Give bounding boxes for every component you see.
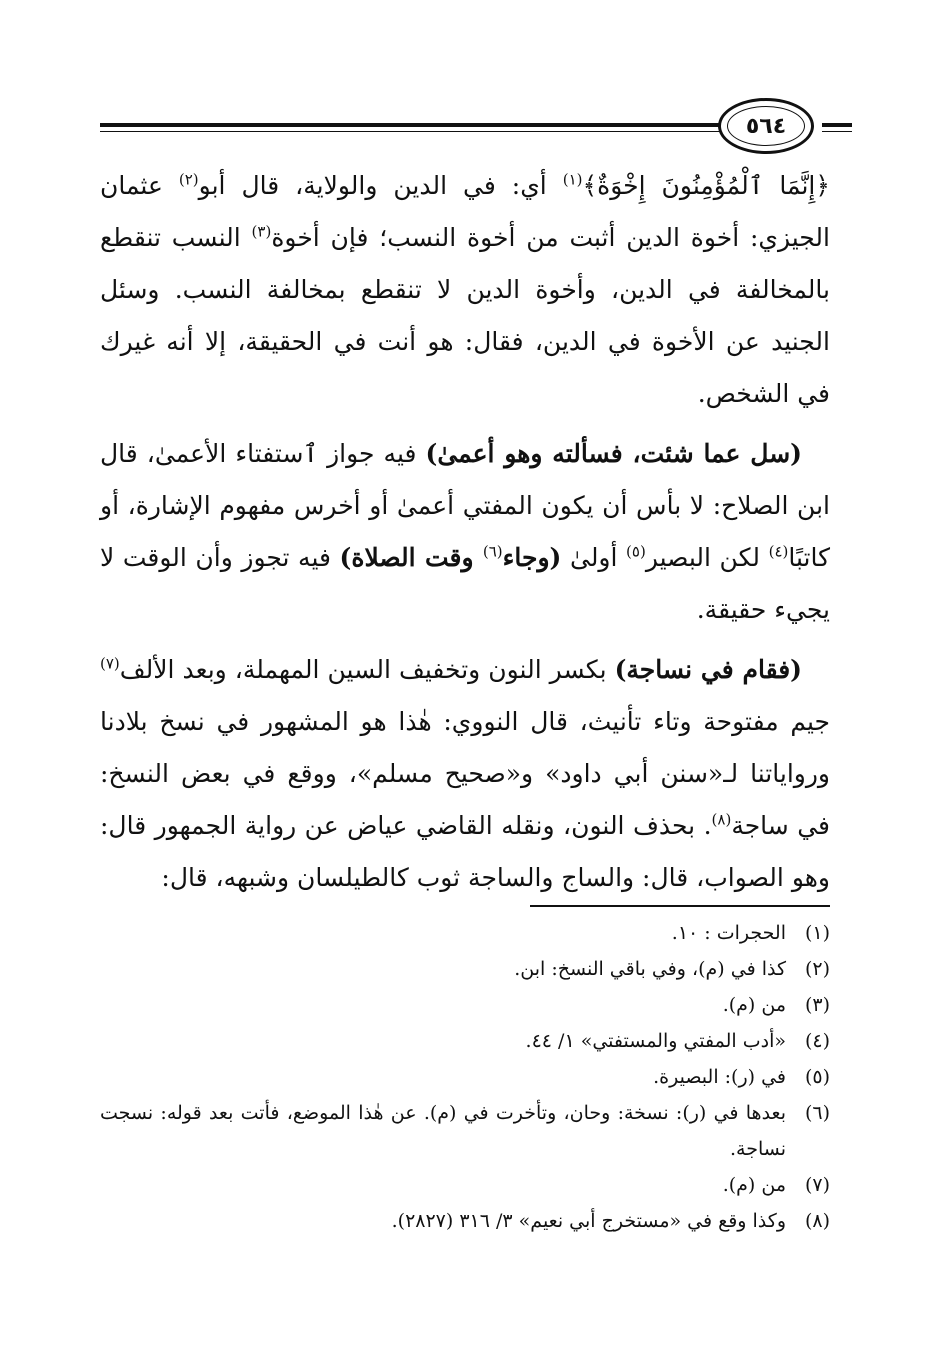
- footnote-item: [100, 1059, 830, 1095]
- footnote-number: (١): [804, 922, 830, 944]
- text-run: بكسر النون وتخفيف السين المهملة، وبعد الألف: [119, 655, 615, 684]
- footnote-text: بعدها في (ر): نسخة: وحان، وتأخرت في (م). عن هٰذا الموضع، فأتت بعد قوله: نسجت نساجة.: [100, 1102, 786, 1160]
- header-rule-thick: [100, 123, 740, 127]
- text-run: فيه تجوز وأن الوقت لا يجيء حقيقة.: [100, 543, 830, 624]
- footnote-ref: (٣): [251, 222, 272, 241]
- paragraph: [100, 428, 830, 636]
- footnote-item: [100, 915, 830, 951]
- text-run: عثمان الجيزي: أخوة الدين أثبت من أخوة النسب؛ فإن أخوة: [100, 171, 830, 252]
- header-rule-right-thick: [822, 123, 852, 127]
- footnote-ref: (٨): [711, 810, 732, 829]
- header-rule-thin: [100, 131, 740, 132]
- text-run: أي: في الدين والولاية، قال أبو: [198, 171, 563, 200]
- footnote-number: (٨): [804, 1210, 830, 1232]
- footnote-item: [100, 1095, 830, 1167]
- bold-term: وقت الصلاة): [339, 543, 483, 572]
- page-header: [100, 98, 852, 158]
- footnote-text: كذا في (م)، وفي باقي النسخ: ابن.: [514, 958, 786, 980]
- text-run: النسب تنقطع بالمخالفة في الدين، وأخوة الدين لا تنقطع بمخالفة النسب. وسئل الجنيد عن الأخوة في الدين، فقال: هو أنت في الحقيقة، إلا أنه غيرك في الشخص.: [100, 223, 830, 408]
- footnote-number: (٢): [804, 958, 830, 980]
- footnote-separator: [530, 905, 830, 907]
- footnote-text: من (م).: [722, 1174, 786, 1196]
- bold-term: (وجاء: [502, 543, 562, 572]
- footnote-ref: (٤): [768, 542, 789, 561]
- text-run: أولىٰ: [561, 543, 627, 572]
- footnote-text: «أدب المفتي والمستفتي» ١/ ٤٤.: [525, 1030, 786, 1052]
- footnote-item: [100, 1023, 830, 1059]
- footnote-number: (٧): [804, 1174, 830, 1196]
- footnote-item: [100, 987, 830, 1023]
- footnote-ref: (٦): [482, 542, 503, 561]
- footnote-item: [100, 1167, 830, 1203]
- footnote-number: (٦): [804, 1102, 830, 1124]
- text-run: فيه جواز ٱستفتاء الأعمىٰ، قال ابن الصلاح: لا بأس أن يكون المفتي أعمىٰ أو أخرس مفهوم الإشارة، أو كاتبًا: [100, 439, 830, 572]
- footnote-number: (٤): [804, 1030, 830, 1052]
- footnote-item: [100, 1203, 830, 1239]
- footnote-text: من (م).: [722, 994, 786, 1016]
- page-number-ornament: [718, 98, 814, 154]
- footnote-text: وكذا وقع في «مستخرج أبي نعيم» ٣/ ٣١٦ (٢٨٢٧).: [391, 1210, 786, 1232]
- footnote-number: (٣): [804, 994, 830, 1016]
- bold-term: (سل عما شئت، فسألته وهو أعمىٰ): [425, 439, 802, 468]
- text-run: جيم مفتوحة وتاء تأنيث، قال النووي: هٰذا هو المشهور في نسخ بلادنا ورواياتنا لـ«سنن أبي داود» و«صحيح مسلم»، ووقع في بعض النسخ: في ساجة: [100, 707, 830, 840]
- footnote-item: [100, 951, 830, 987]
- main-text: [100, 160, 830, 912]
- text-run: لكن البصير: [645, 543, 769, 572]
- page-number: ٥٦٤: [727, 106, 805, 146]
- footnote-ref: (٥): [626, 542, 646, 561]
- text-run: . بحذف النون، ونقله القاضي عياض عن رواية الجمهور قال: وهو الصواب، قال: والساج والساجة ثوب كالطيلسان وشبهه، قال:: [100, 811, 830, 892]
- footnote-ref: (١): [562, 170, 583, 189]
- footnotes: [100, 915, 830, 1239]
- paragraph: [100, 644, 830, 904]
- text-run: ﴿إِنَّمَا ٱلْمُؤْمِنُونَ إِخْوَةٌ﴾: [582, 171, 831, 200]
- paragraph: [100, 160, 830, 420]
- footnote-text: الحجرات : ١٠.: [671, 922, 786, 944]
- footnote-text: في (ر): البصيرة.: [653, 1066, 786, 1088]
- footnote-number: (٥): [804, 1066, 830, 1088]
- bold-term: (فقام في نساجة): [614, 655, 803, 684]
- header-rule-right-thin: [822, 131, 852, 132]
- footnote-ref: (٧): [100, 654, 120, 673]
- footnote-ref: (٢): [178, 170, 199, 189]
